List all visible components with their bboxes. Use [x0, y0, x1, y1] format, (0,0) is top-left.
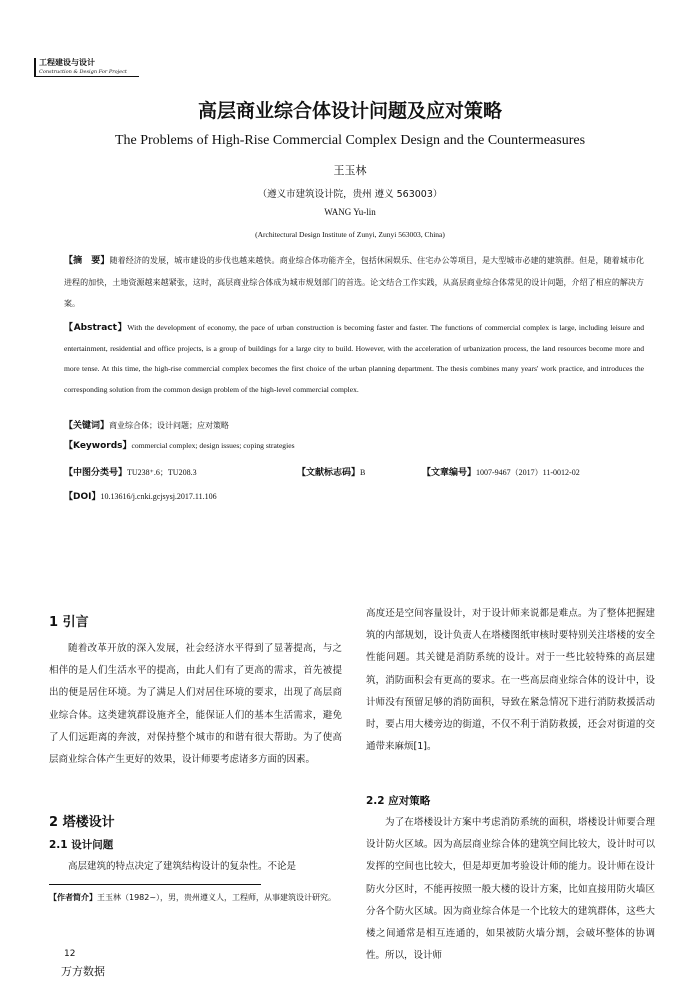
article-number-label: 【文章编号】 — [422, 468, 477, 478]
journal-name-cn: 工程建设与设计 — [39, 58, 95, 67]
section-2-1-heading — [49, 834, 342, 857]
section-1-paragraph: 随着改革开放的深入发展，社会经济水平得到了显著提高，与之相伴的是人们生活水平的提高，由此人们有了更高的需求，首先被提出的便是居住环境。为了满足人们对居住环境的要求，出现了高层商业综合体。这类建筑群设施齐全，能保证人们的基本生活需求，避免了人们远距离的奔波，对保持整个城市的和谐有很大帮助。为了使高层商业综合体产生更好的效果，设计师要考虑诸多方面的因素。 — [49, 643, 342, 766]
section-1-heading — [49, 612, 342, 635]
clc-label: 【中图分类号】 — [64, 468, 128, 478]
abstract-en — [64, 318, 644, 401]
keywords-cn-text: 商业综合体；设计问题；应对策略 — [109, 421, 230, 430]
paper-title-cn: 高层商业综合体设计问题及应对策略 — [197, 100, 502, 122]
section-1-heading-text: 1 引言 — [49, 615, 89, 630]
page-number: 12 — [64, 949, 76, 959]
watermark-text: 万方数据 — [61, 965, 105, 978]
affiliation-cn: （遵义市建筑设计院，贵州 遵义 563003） — [257, 189, 443, 200]
section-2-1-paragraph-continued: 高度还是空间容量设计，对于设计师来说都是难点。为了整体把握建筑的内部规划，设计负责人在塔楼图纸审核时要特别关注塔楼的安全性能问题。其关键是消防系统的设计。对于一些比较特殊的高层建筑，消防面积会有更高的要求。在一些高层商业综合体的设计中，设计师没有预留足够的消防面积，导致在紧急情况下进行消防救援活动时，要占用大楼旁边的街道，不仅不利于消防救援，还会对街道的交通带来麻烦[1]。 — [366, 608, 655, 753]
document-code-label: 【文献标志码】 — [297, 468, 361, 478]
section-2-2-paragraph: 为了在塔楼设计方案中考虑消防系统的面积，塔楼设计师要合理设计防火区域。因为高层商业综合体的建筑空间比较大，设计时可以发挥的空间也比较大，但是却更加考验设计师的能力。设计师在设计防火分区时，不能再按照一般大楼的设计方案，比如直接用防火墙区分各个防火区域。因为商业综合体是一个比较大的建筑群体，这些大楼之间通常是相互连通的，如果被防火墙分割，会破坏整体的协调性。所以，设计师 — [366, 817, 655, 962]
section-2-heading-text: 2 塔楼设计 — [49, 815, 115, 830]
abstract-en-text: With the development of economy, the pace of urban construction is becoming faster and faster. The functions of commercial complex is large, including leisure and entertainment, residential and office projects, is a group of buildings for a large city to build. However, with the acceleration of urbanization process, the land resources become more and more tense. At this time, the high-rise commercial complex becomes the first choice of the urban planning department. The thesis combines many years' work practice, and introduces the corresponding solution from the common design problem of the high-level commercial complex. — [64, 323, 645, 395]
footnote-rule — [49, 884, 261, 885]
keywords-cn-label: 【关键词】 — [64, 421, 110, 431]
doi-value: 10.13616/j.cnki.gcjsysj.2017.11.106 — [100, 492, 217, 501]
clc-value: TU238⁺.6；TU208.3 — [127, 468, 197, 477]
abstract-cn-label: 【摘 要】 — [64, 256, 110, 266]
author-footnote — [49, 887, 342, 909]
abstract-cn-text: 随着经济的发展，城市建设的步伐也越来越快。商业综合体功能齐全，包括休闲娱乐、住宅办公等项目，是大型城市必建的建筑群。但是，随着城市化进程的加快，土地资源越来越紧张，这时，高层商业综合体成为城市规划部门的首选。论文结合工作实践，从高层商业综合体常见的设计问题，介绍了相应的解决方案。 — [64, 256, 644, 308]
author-name-en: WANG Yu-lin — [324, 207, 376, 217]
section-2-2-heading-text: 2.2 应对策略 — [366, 795, 431, 807]
section-2-1-heading-text: 2.1 设计问题 — [49, 839, 114, 851]
keywords-en — [64, 440, 644, 452]
author-name-cn: 王玉林 — [333, 164, 367, 177]
abstract-cn — [64, 250, 644, 314]
header-rule — [34, 76, 139, 77]
keywords-en-label: 【Keywords】 — [64, 441, 132, 451]
document-code — [297, 467, 365, 479]
article-number — [422, 467, 580, 479]
section-2-heading — [49, 812, 342, 835]
section-2-2-heading — [366, 790, 655, 813]
article-number-value: 1007-9467（2017）11-0012-02 — [476, 468, 580, 477]
clc-number — [64, 467, 197, 479]
journal-header — [34, 58, 127, 76]
section-2-1-paragraph-start: 高层建筑的特点决定了建筑结构设计的复杂性。不论是 — [68, 861, 297, 872]
document-code-value: B — [360, 468, 366, 477]
keywords-cn — [64, 420, 644, 432]
journal-name-en: Construction & Design For Project — [39, 69, 127, 75]
keywords-en-text: commercial complex; design issues; coping strategies — [131, 441, 295, 450]
affiliation-en: (Architectural Design Institute of Zunyi, Zunyi 563003, China) — [255, 230, 445, 239]
doi-row — [64, 491, 644, 503]
abstract-en-label: 【Abstract】 — [64, 323, 128, 333]
footnote-text: 王玉林（1982~），男，贵州遵义人，工程师，从事建筑设计研究。 — [97, 893, 337, 902]
paper-title-en: The Problems of High-Rise Commercial Complex Design and the Countermeasures — [114, 133, 586, 148]
footnote-label: 【作者简介】 — [49, 893, 97, 902]
doi-label: 【DOI】 — [64, 492, 101, 502]
